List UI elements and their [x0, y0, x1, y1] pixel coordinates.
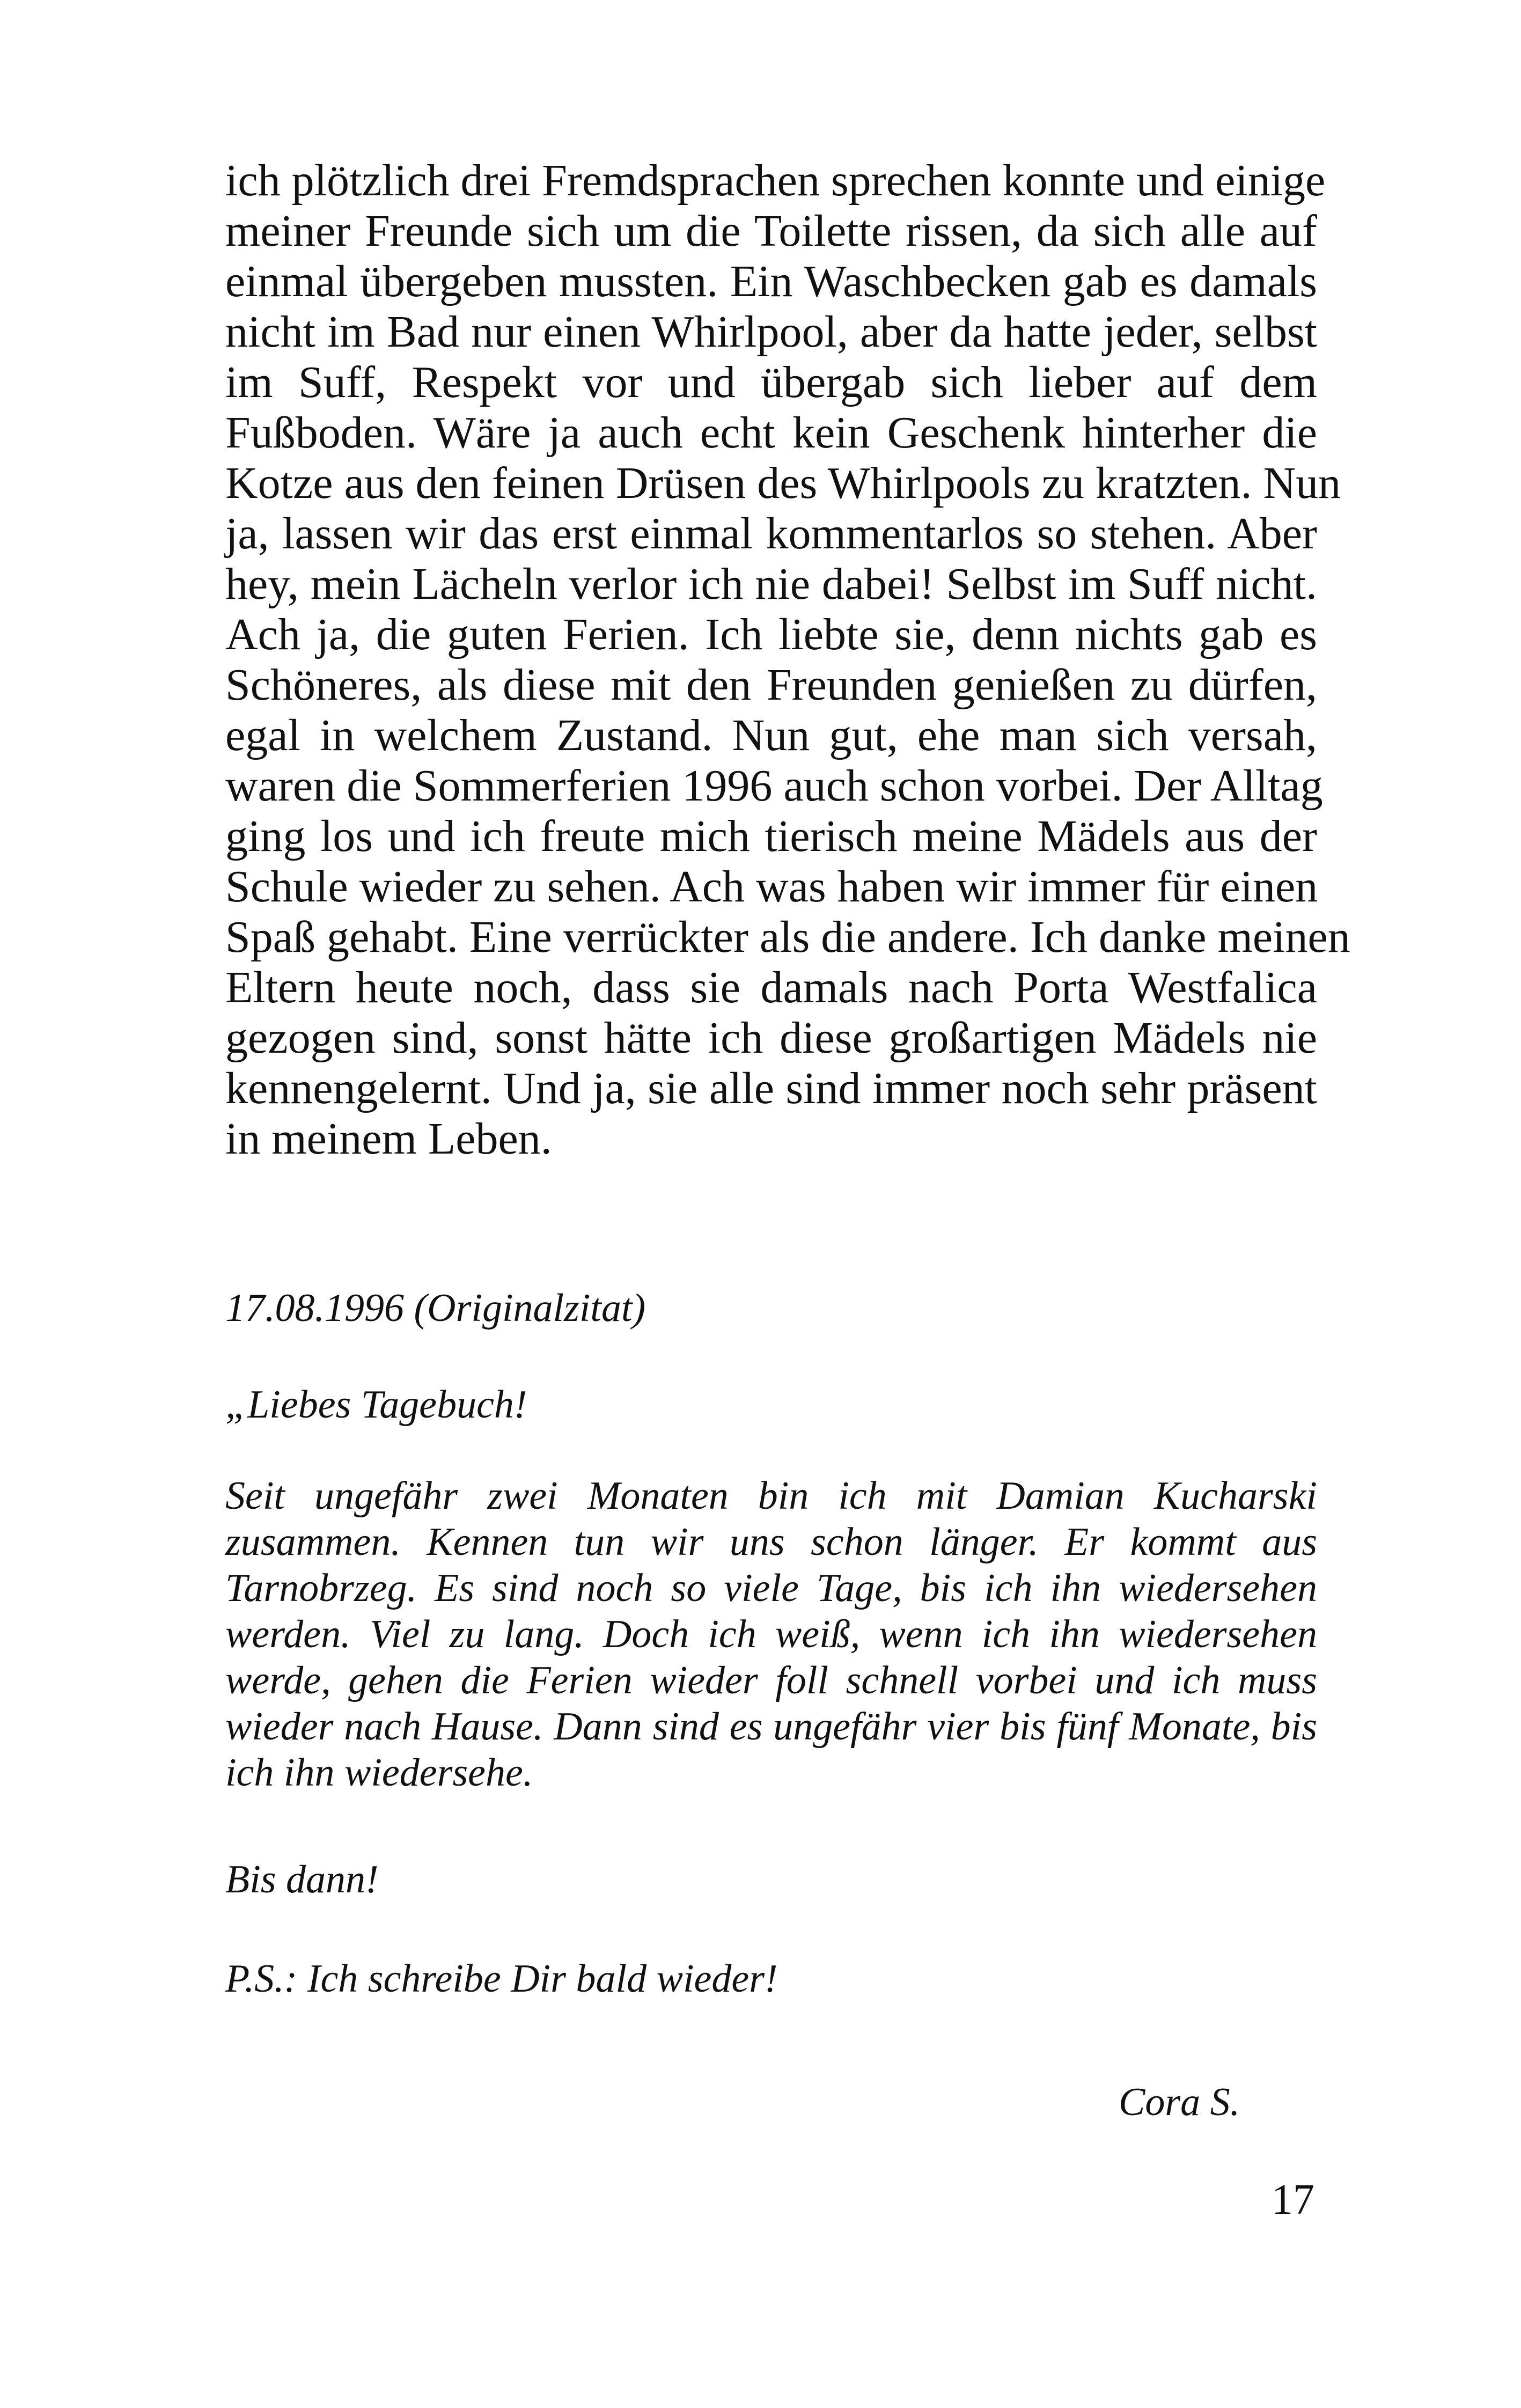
diary-entry-line: werde, gehen die Ferien wieder foll schnell vorbei und ich muss — [225, 1658, 1317, 1702]
diary-entry-line: zusammen. Kennen tun wir uns schon länger. Er kommt aus — [225, 1520, 1317, 1564]
diary-entry-line: wieder nach Hause. Dann sind es ungefähr vier bis fünf Monate, bis — [225, 1705, 1317, 1749]
body-line: meiner Freunde sich um die Toilette rissen, da sich alle auf — [225, 206, 1317, 256]
body-line: Schöneres, als diese mit den Freunden genießen zu dürfen, — [225, 660, 1317, 710]
body-paragraph — [225, 156, 1350, 1164]
diary-entry-line: werden. Viel zu lang. Doch ich weiß, wenn ich ihn wiedersehen — [225, 1612, 1317, 1656]
diary-entry-line: ich ihn wiedersehe. — [225, 1751, 533, 1795]
body-line: waren die Sommerferien 1996 auch schon vorbei. Der Alltag — [225, 761, 1323, 811]
diary-postscript: P.S.: Ich schreibe Dir bald wieder! — [225, 1957, 778, 2001]
body-line: Kotze aus den feinen Drüsen des Whirlpools zu kratzten. Nun — [225, 458, 1341, 508]
body-line: Ach ja, die guten Ferien. Ich liebte sie, denn nichts gab es — [225, 610, 1317, 659]
body-line: Schule wieder zu sehen. Ach was haben wir immer für einen — [225, 862, 1318, 912]
body-line: Spaß gehabt. Eine verrückter als die andere. Ich danke meinen — [225, 912, 1350, 962]
body-line: in meinem Leben. — [225, 1114, 552, 1164]
diary-salutation: „Liebes Tagebuch! — [225, 1383, 527, 1427]
diary-entry-line: Tarnobrzeg. Es sind noch so viele Tage, bis ich ihn wiedersehen — [225, 1566, 1317, 1610]
diary-signature: Cora S. — [1119, 2080, 1240, 2124]
body-line: ich plötzlich drei Fremdsprachen sprechen konnte und einige — [225, 156, 1326, 205]
body-line: gezogen sind, sonst hätte ich diese großartigen Mädels nie — [225, 1013, 1317, 1063]
body-line: nicht im Bad nur einen Whirlpool, aber da hatte jeder, selbst — [225, 307, 1317, 357]
body-line: egal in welchem Zustand. Nun gut, ehe man sich versah, — [225, 710, 1317, 760]
diary-entry-line: Seit ungefähr zwei Monaten bin ich mit Damian Kucharski — [225, 1474, 1317, 1518]
body-line: Fußboden. Wäre ja auch echt kein Geschenk hinterher die — [225, 408, 1317, 458]
body-line: einmal übergeben mussten. Ein Waschbecken gab es damals — [225, 256, 1317, 306]
body-line: Eltern heute noch, dass sie damals nach Porta Westfalica — [225, 963, 1317, 1012]
body-line: ja, lassen wir das erst einmal kommentarlos so stehen. Aber — [225, 509, 1317, 559]
diary-closing: Bis dann! — [225, 1858, 379, 1902]
body-line: ging los und ich freute mich tierisch meine Mädels aus der — [225, 811, 1317, 861]
body-line: kennengelernt. Und ja, sie alle sind immer noch sehr präsent — [225, 1063, 1317, 1113]
body-line: hey, mein Lächeln verlor ich nie dabei! Selbst im Suff nicht. — [225, 559, 1317, 609]
page-number: 17 — [1272, 2176, 1314, 2223]
diary-date: 17.08.1996 (Originalzitat) — [225, 1286, 646, 1330]
diary-entry — [225, 1473, 1317, 1796]
body-line: im Suff, Respekt vor und übergab sich lieber auf dem — [225, 357, 1317, 407]
